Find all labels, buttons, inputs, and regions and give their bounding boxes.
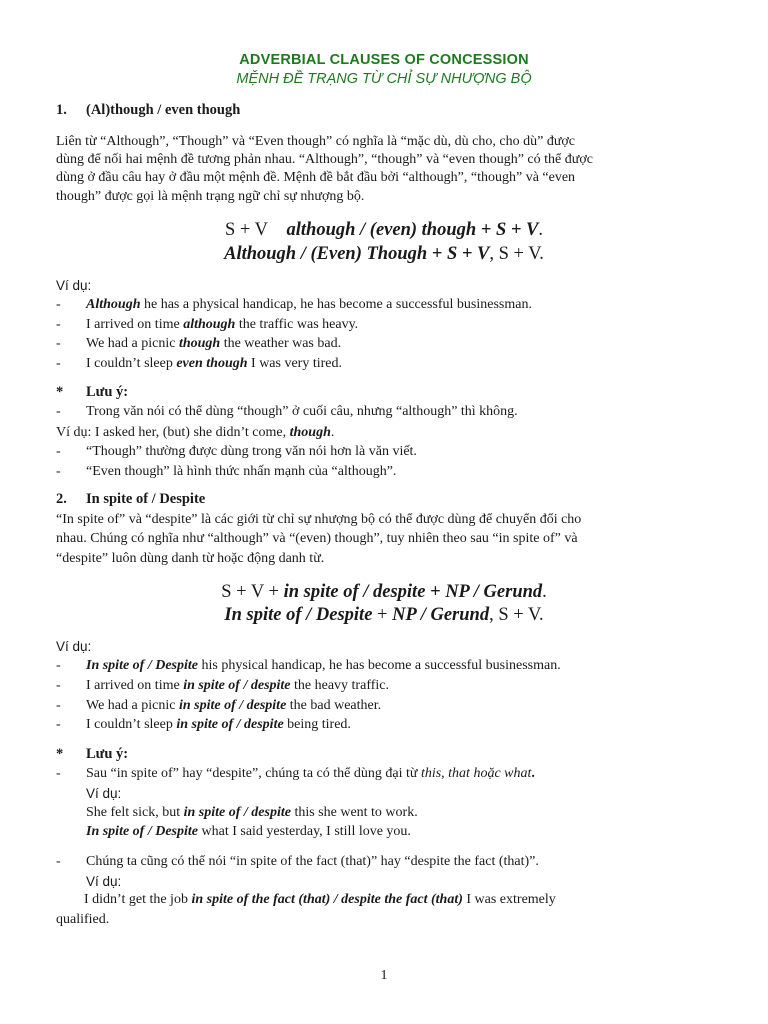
section-number: 2.: [56, 491, 67, 507]
formula: [0, 243, 768, 265]
note-star: *: [56, 746, 64, 762]
paragraph-line: “despite” luôn dùng danh từ hoặc động danh từ.: [56, 551, 325, 566]
section-number: 1.: [56, 102, 67, 118]
example-text: his physical handicap, he has become a successful businessman.: [198, 658, 561, 673]
formula-part: in spite of / despite + NP / Gerund: [283, 582, 543, 602]
formula-part: , S + V.: [489, 244, 544, 264]
example-line: [56, 335, 341, 353]
example-line: [56, 697, 381, 715]
paragraph-line: “In spite of” và “despite” là các giới từ chỉ sự nhượng bộ có thể được dùng để chuyển đổi cho: [56, 512, 582, 527]
bullet-dash: -: [56, 766, 61, 781]
formula-part: S + V: [225, 220, 268, 240]
note-line: [56, 403, 518, 421]
paragraph-line: Liên từ “Although”, “Though” và “Even though” có nghĩa là “mặc dù, dù cho, cho dù” được: [56, 134, 576, 149]
example-emphasis: though: [178, 336, 221, 351]
formula: [0, 604, 768, 626]
bullet-dash: -: [56, 297, 61, 312]
example-text: I couldn’t sleep: [86, 717, 177, 732]
example-label: Ví dụ:: [56, 278, 92, 293]
example-line: [56, 657, 561, 675]
example-line: [86, 823, 411, 841]
bullet-dash: -: [56, 336, 61, 351]
example-text: We had a picnic: [86, 336, 179, 351]
note-heading: [56, 383, 128, 401]
example-text: She felt sick, but: [86, 805, 184, 820]
paragraph-line: though” được gọi là mệnh trạng ngữ chỉ sự nhượng bộ.: [56, 189, 365, 204]
formula-part: In spite of / Despite: [224, 605, 373, 625]
bullet-dash: -: [56, 317, 61, 332]
example-text: the weather was bad.: [220, 336, 342, 351]
example-line-continued: qualified.: [56, 912, 110, 927]
example-emphasis: although: [183, 317, 236, 332]
section1-heading: [56, 101, 240, 119]
section-title: (Al)though / even though: [86, 102, 241, 118]
example-line: [86, 804, 418, 822]
bullet-dash: -: [56, 854, 61, 869]
note-text: Chúng ta cũng có thể nói “in spite of the fact (that)” hay “despite the fact (that)”.: [86, 854, 539, 869]
formula-part: although / (even) though + S + V: [286, 220, 539, 240]
example-text: I didn’t get the job: [84, 892, 192, 907]
example-text: the heavy traffic.: [290, 678, 389, 693]
note-text: “Though” thường được dùng trong văn nói hơn là văn viết.: [86, 444, 417, 459]
note-line: [56, 853, 539, 871]
note-star: *: [56, 384, 64, 400]
paragraph-line: dùng ở đầu câu hay ở đầu một mệnh đề. Mệnh đề bắt đầu bởi “although”, “though” và “even: [56, 170, 576, 185]
bullet-dash: -: [56, 404, 61, 419]
example-label: Ví dụ:: [86, 874, 122, 889]
example-line: [56, 316, 358, 334]
example-text: I arrived on time: [86, 678, 184, 693]
example-emphasis: Although: [86, 297, 141, 312]
section2-heading: [56, 490, 205, 508]
paragraph-line: nhau. Chúng có nghĩa như “although” và “(even) though”, tuy nhiên theo sau “in spite of” và: [56, 531, 578, 546]
example-text: I was extremely: [462, 892, 556, 907]
example-line: [84, 891, 556, 909]
example-emphasis: In spite of / Despite: [86, 658, 198, 673]
bullet-dash: -: [56, 717, 61, 732]
document-subtitle: MỆNH ĐỀ TRẠNG TỪ CHỈ SỰ NHƯỢNG BỘ: [236, 71, 532, 87]
page-number: 1: [380, 968, 388, 983]
example-text: We had a picnic: [86, 698, 179, 713]
formula-part: +: [372, 605, 393, 625]
example-text: Ví dụ: I asked her, (but) she didn’t come,: [56, 425, 290, 440]
note-text: .: [531, 766, 535, 781]
example-text: the bad weather.: [286, 698, 382, 713]
example-emphasis: In spite of / Despite: [86, 824, 198, 839]
example-text: I couldn’t sleep: [86, 356, 177, 371]
formula: [0, 581, 768, 603]
example-label: Ví dụ:: [56, 639, 92, 654]
bullet-dash: -: [56, 698, 61, 713]
note-line: [56, 463, 396, 481]
example-text: the traffic was heavy.: [235, 317, 359, 332]
note-heading: [56, 745, 128, 763]
bullet-dash: -: [56, 356, 61, 371]
formula-part: Although / (Even) Though + S + V: [224, 244, 490, 264]
example-emphasis: in spite of / despite: [183, 805, 291, 820]
example-emphasis: even though: [176, 356, 248, 371]
document-title: ADVERBIAL CLAUSES OF CONCESSION: [239, 52, 529, 68]
note-text: Sau “in spite of” hay “despite”, chúng ta có thể dùng đại từ: [86, 766, 421, 781]
formula-part: NP / Gerund: [392, 605, 490, 625]
example-text: I was very tired.: [247, 356, 342, 371]
bullet-dash: -: [56, 444, 61, 459]
section-title: In spite of / Despite: [86, 491, 206, 507]
example-emphasis: though: [289, 425, 331, 440]
note-emphasis: this, that hoặc what: [420, 766, 532, 781]
paragraph-line: dùng để nối hai mệnh đề tương phản nhau. “Although”, “though” và “even though” có thể được: [56, 152, 593, 167]
example-line: [56, 716, 351, 734]
example-text: this she went to work.: [290, 805, 418, 820]
bullet-dash: -: [56, 464, 61, 479]
example-text: I arrived on time: [86, 317, 184, 332]
note-text: Trong văn nói có thể dùng “though” ở cuối câu, nhưng “although” thì không.: [86, 404, 518, 419]
note-label: Lưu ý:: [86, 384, 129, 400]
example-emphasis: in spite of the fact (that) / despite the fact (that): [191, 892, 463, 907]
note-text: “Even though” là hình thức nhấn mạnh của “although”.: [86, 464, 397, 479]
formula-part: .: [542, 582, 547, 602]
example-text: he has a physical handicap, he has become a successful businessman.: [140, 297, 532, 312]
example-line: [56, 296, 532, 314]
note-line: [56, 443, 417, 461]
example-label: Ví dụ:: [86, 786, 122, 801]
example-text: being tired.: [283, 717, 351, 732]
note-line: [56, 765, 535, 783]
example-text: what I said yesterday, I still love you.: [198, 824, 411, 839]
example-emphasis: in spite of / despite: [176, 717, 284, 732]
example-emphasis: in spite of / despite: [178, 698, 287, 713]
formula-part: , S + V.: [489, 605, 544, 625]
bullet-dash: -: [56, 658, 61, 673]
example-line: [56, 355, 342, 373]
formula: [0, 219, 768, 241]
example-emphasis: in spite of / despite: [183, 678, 291, 693]
bullet-dash: -: [56, 678, 61, 693]
example-line: [56, 677, 389, 695]
note-label: Lưu ý:: [86, 746, 129, 762]
formula-part: S + V +: [221, 582, 284, 602]
note-example: [56, 424, 334, 442]
example-text: .: [330, 425, 335, 440]
formula-part: .: [538, 220, 543, 240]
